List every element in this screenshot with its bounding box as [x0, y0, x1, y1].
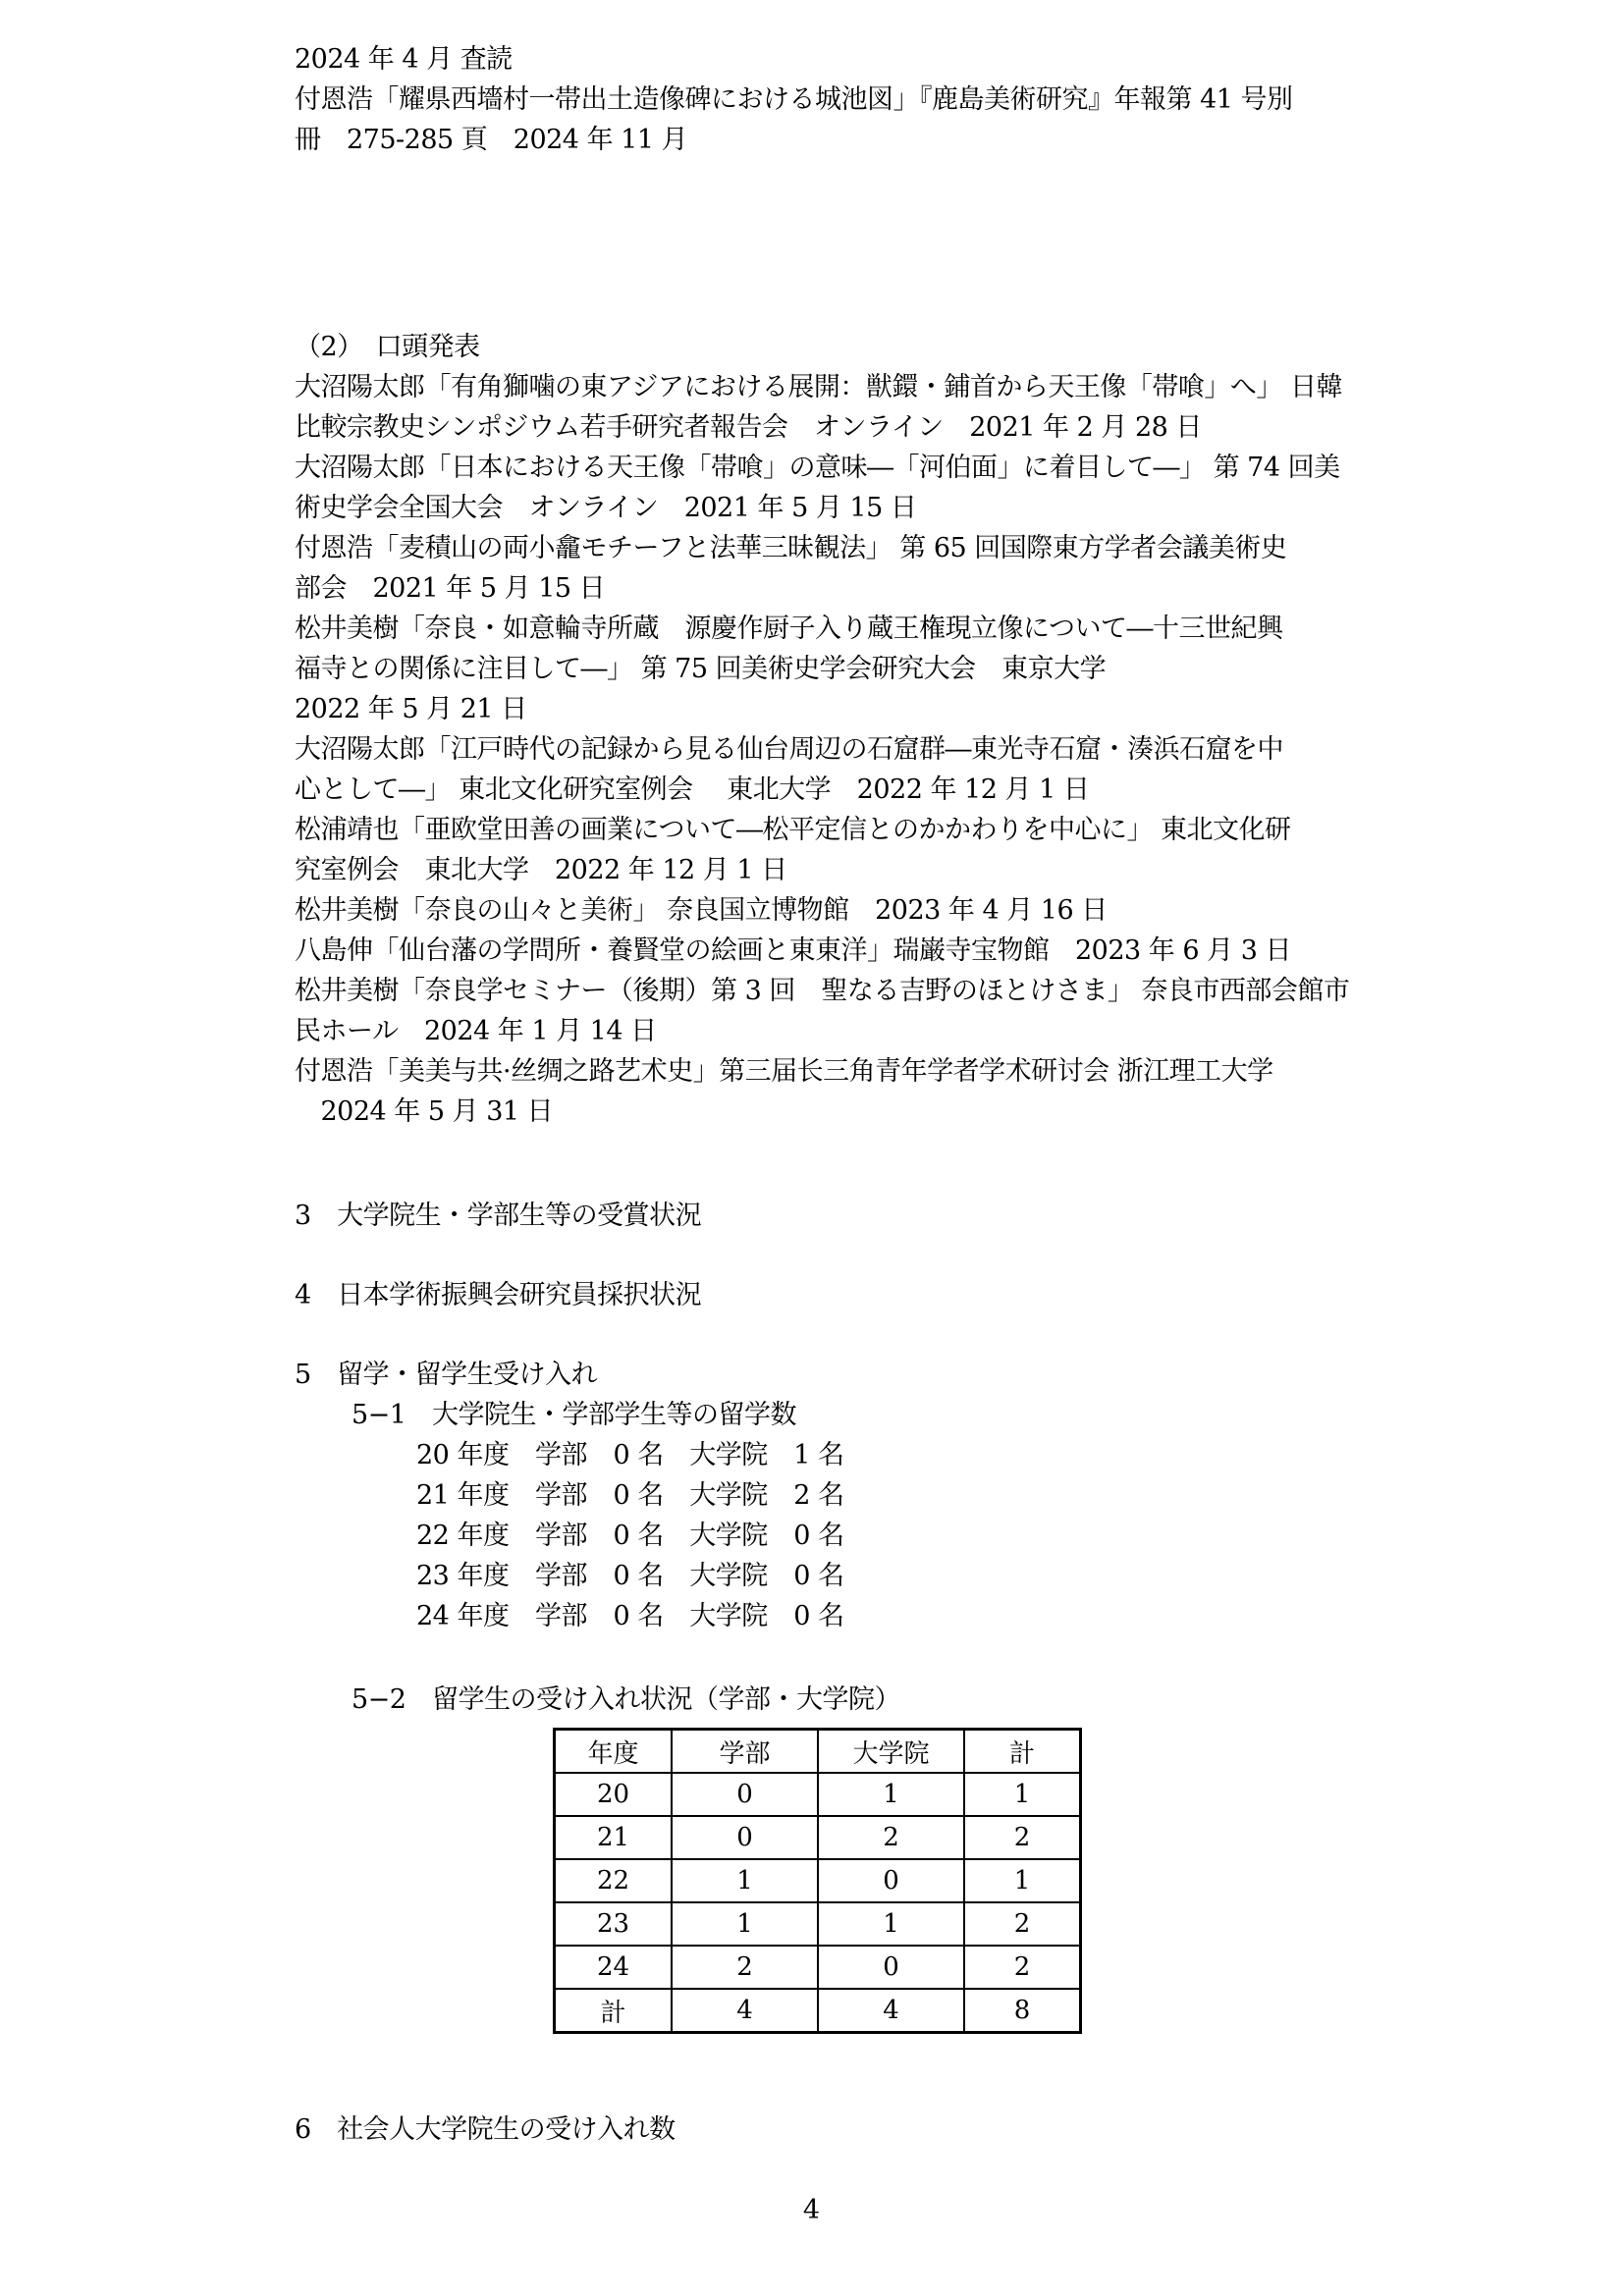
table-header: 年度	[555, 1730, 673, 1774]
text-line: 冊 275-285 頁 2024 年 11 月	[295, 125, 688, 155]
text-line: 2024 年 4 月 査読	[295, 44, 513, 75]
section-5-heading: 5 留学・留学生受け入れ	[295, 1360, 598, 1390]
oral-line: 術史学会全国大会 オンライン 2021 年 5 月 15 日	[295, 493, 917, 523]
table-row	[555, 1859, 1081, 1902]
table-cell: 21	[555, 1816, 673, 1859]
table-cell: 2	[964, 1902, 1081, 1946]
section-4-heading: 4 日本学術振興会研究員採択状況	[295, 1280, 702, 1310]
oral-line: 松井美樹「奈良の山々と美術」 奈良国立博物館 2023 年 4 月 16 日	[295, 895, 1108, 926]
table-row	[555, 1946, 1081, 1989]
study-abroad-row: 20 年度 学部 0 名 大学院 1 名	[416, 1440, 844, 1470]
table-cell: 2	[964, 1816, 1081, 1859]
oral-line: 2022 年 5 月 21 日	[295, 694, 527, 724]
table-total-row	[555, 1989, 1081, 2033]
table-cell: 8	[964, 1989, 1081, 2033]
table-cell: 0	[818, 1859, 964, 1902]
oral-line: 大沼陽太郎「江戸時代の記録から見る仙台周辺の石窟群―東光寺石窟・湊浜石窟を中	[295, 734, 1283, 765]
table-cell: 1	[964, 1859, 1081, 1902]
oral-line: 心として―」 東北文化研究室例会 東北大学 2022 年 12 月 1 日	[295, 774, 1090, 805]
oral-line: 福寺との関係に注目して―」 第 75 回美術史学会研究大会 東京大学	[295, 654, 1107, 684]
table-cell: 2	[964, 1946, 1081, 1989]
table-cell: 24	[555, 1946, 673, 1989]
table-cell: 4	[818, 1989, 964, 2033]
table-cell: 23	[555, 1902, 673, 1946]
oral-line: 大沼陽太郎「有角獅噛の東アジアにおける展開：獣鐶・鋪首から天王像「帯喰」へ」 日韓	[295, 372, 1343, 402]
table-cell: 0	[672, 1773, 818, 1816]
section-5-2-heading: 5−2 留学生の受け入れ状況（学部・大学院）	[352, 1684, 900, 1715]
oral-line: 大沼陽太郎「日本における天王像「帯喰」の意味―「河伯面」に着目して―」 第 74 回美	[295, 453, 1340, 483]
section-5-1-heading: 5−1 大学院生・学部学生等の留学数	[352, 1400, 796, 1430]
table-header: 大学院	[818, 1730, 964, 1774]
oral-line: 付恩浩「美美与共·丝绸之路艺术史」第三届长三角青年学者学术研讨会 浙江理工大学	[295, 1056, 1273, 1087]
study-abroad-row: 24 年度 学部 0 名 大学院 0 名	[416, 1601, 844, 1631]
table-cell: 1	[818, 1773, 964, 1816]
oral-presentations-heading: （2） 口頭発表	[295, 332, 480, 362]
table-cell: 20	[555, 1773, 673, 1816]
section-6-heading: 6 社会人大学院生の受け入れ数	[295, 2114, 676, 2145]
oral-line: 比較宗教史シンポジウム若手研究者報告会 オンライン 2021 年 2 月 28 日	[295, 412, 1202, 443]
table-header: 計	[964, 1730, 1081, 1774]
table-row	[555, 1773, 1081, 1816]
oral-line: 部会 2021 年 5 月 15 日	[295, 573, 606, 604]
table-cell: 0	[818, 1946, 964, 1989]
study-abroad-row: 23 年度 学部 0 名 大学院 0 名	[416, 1561, 844, 1591]
text-line: 付恩浩「耀県西墻村一帯出土造像碑における城池図」『鹿島美術研究』年報第 41 号別	[295, 84, 1293, 115]
oral-line: 究室例会 東北大学 2022 年 12 月 1 日	[295, 855, 787, 885]
table-cell: 0	[672, 1816, 818, 1859]
page-number: 4	[802, 2195, 821, 2225]
study-abroad-row: 21 年度 学部 0 名 大学院 2 名	[416, 1480, 844, 1511]
section-3-heading: 3 大学院生・学部生等の受賞状況	[295, 1201, 702, 1231]
oral-line: 松浦靖也「亜欧堂田善の画業について―松平定信とのかかわりを中心に」 東北文化研	[295, 815, 1291, 845]
table-cell: 1	[672, 1902, 818, 1946]
oral-line: 2024 年 5 月 31 日	[295, 1096, 554, 1127]
table-cell: 計	[555, 1989, 673, 2033]
table-cell: 1	[964, 1773, 1081, 1816]
table-header: 学部	[672, 1730, 818, 1774]
table-row	[555, 1816, 1081, 1859]
oral-line: 民ホール 2024 年 1 月 14 日	[295, 1016, 657, 1046]
study-abroad-row: 22 年度 学部 0 名 大学院 0 名	[416, 1521, 844, 1551]
oral-line: 八島伸「仙台藩の学問所・養賢堂の絵画と東東洋」瑞巌寺宝物館 2023 年 6 月 3 日	[295, 935, 1291, 966]
table-cell: 1	[818, 1902, 964, 1946]
international-students-table	[553, 1728, 1082, 2034]
table-cell: 2	[672, 1946, 818, 1989]
table-row	[555, 1902, 1081, 1946]
oral-line: 付恩浩「麦積山の両小龕モチーフと法華三昧観法」 第 65 回国際東方学者会議美術史	[295, 533, 1287, 563]
table-cell: 4	[672, 1989, 818, 2033]
table-cell: 1	[672, 1859, 818, 1902]
table-cell: 2	[818, 1816, 964, 1859]
table-header-row	[555, 1730, 1081, 1774]
oral-line: 松井美樹「奈良学セミナー（後期）第 3 回 聖なる吉野のほとけさま」 奈良市西部会館市	[295, 976, 1350, 1006]
table-cell: 22	[555, 1859, 673, 1902]
oral-line: 松井美樹「奈良・如意輪寺所蔵 源慶作厨子入り蔵王権現立像について―十三世紀興	[295, 614, 1283, 644]
